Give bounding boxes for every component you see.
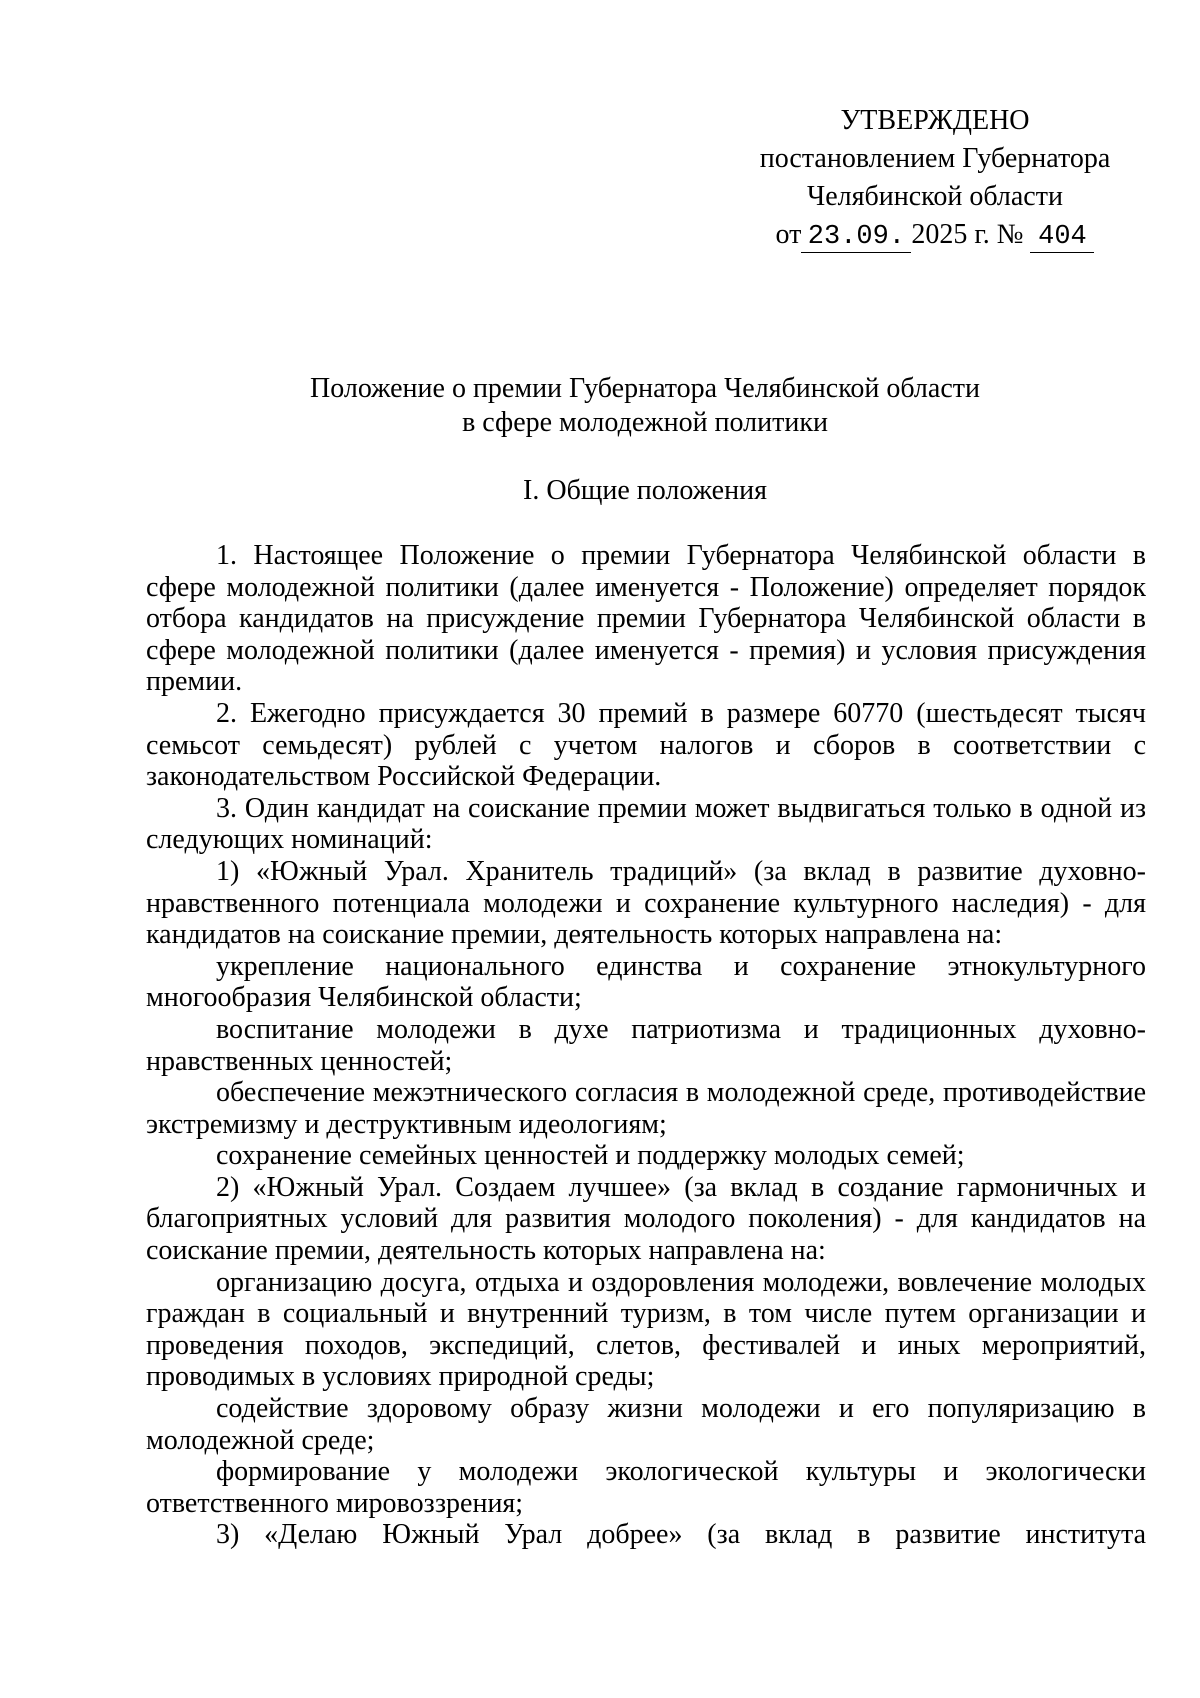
paragraph: сохранение семейных ценностей и поддержку молодых семей; xyxy=(216,1140,965,1172)
approval-heading: УТВЕРЖДЕНО xyxy=(840,105,1030,136)
section-heading: I. Общие положения xyxy=(523,475,767,506)
paragraph: воспитание молодежи в духе патриотизма и традиционных духовно-нравственных ценностей; xyxy=(146,1013,1146,1077)
paragraph: 1. Настоящее Положение о премии Губернатора Челябинской области в сфере молодежной политики (далее именуется - Положение) определяет порядок отбора кандидатов на присуждение премии Губернатора Челябинской области в сфере молодежной политики (далее именуется - премия) и условия присуждения премии. xyxy=(146,540,1146,698)
paragraph: 2) «Южный Урал. Создаем лучшее» (за вклад в создание гармоничных и благоприятных условий для развития молодого поколения) - для кандидатов на соискание премии, деятельность которых направлена на: xyxy=(146,1171,1146,1267)
document-number: 404 xyxy=(1030,222,1094,253)
paragraph: 3) «Делаю Южный Урал добрее» (за вклад в развитие института xyxy=(216,1519,1146,1551)
paragraph: организацию досуга, отдыха и оздоровления молодежи, вовлечение молодых граждан в социальный и внутренний туризм, в том числе путем организации и проведения походов, экспедиций, слетов, фестивалей и иных мероприятий, проводимых в условиях природной среды; xyxy=(146,1266,1146,1393)
date-prefix: от xyxy=(775,219,802,250)
paragraph: обеспечение межэтнического согласия в молодежной среде, противодействие экстремизму и деструктивным идеологиям; xyxy=(146,1077,1146,1140)
paragraph: содействие здоровому образу жизни молодежи и его популяризацию в молодежной среде; xyxy=(146,1393,1146,1456)
paragraph: 1) «Южный Урал. Хранитель традиций» (за вклад в развитие духовно-нравственного потенциала молодежи и сохранение культурного наследия) - для кандидатов на соискание премии, деятельность которых направлена на: xyxy=(146,855,1146,951)
document-body xyxy=(146,540,1146,1551)
approval-line-2: Челябинской области xyxy=(807,181,1063,212)
paragraph: 2. Ежегодно присуждается 30 премий в размере 60770 (шестьдесят тысяч семьсот семьдесят) рублей с учетом налогов и сборов в соответствии с законодательством Российской Федерации. xyxy=(146,697,1146,793)
title-line-2: в сфере молодежной политики xyxy=(462,407,828,438)
approval-date-line xyxy=(740,216,1130,254)
paragraph: формирование у молодежи экологической культуры и экологически ответственного мировоззрения; xyxy=(146,1456,1146,1519)
title-line-1: Положение о премии Губернатора Челябинской области xyxy=(310,373,980,404)
date-value: 23.09. xyxy=(801,222,911,253)
paragraph: укрепление национального единства и сохранение этнокультурного многообразия Челябинской области; xyxy=(146,950,1146,1014)
approval-stamp xyxy=(740,102,1130,254)
year-and-number-label: 2025 г. № xyxy=(911,219,1024,250)
paragraph: 3. Один кандидат на соискание премии может выдвигаться только в одной из следующих номинаций: xyxy=(146,792,1146,856)
approval-line-1: постановлением Губернатора xyxy=(759,143,1111,174)
document-title xyxy=(140,372,1150,440)
